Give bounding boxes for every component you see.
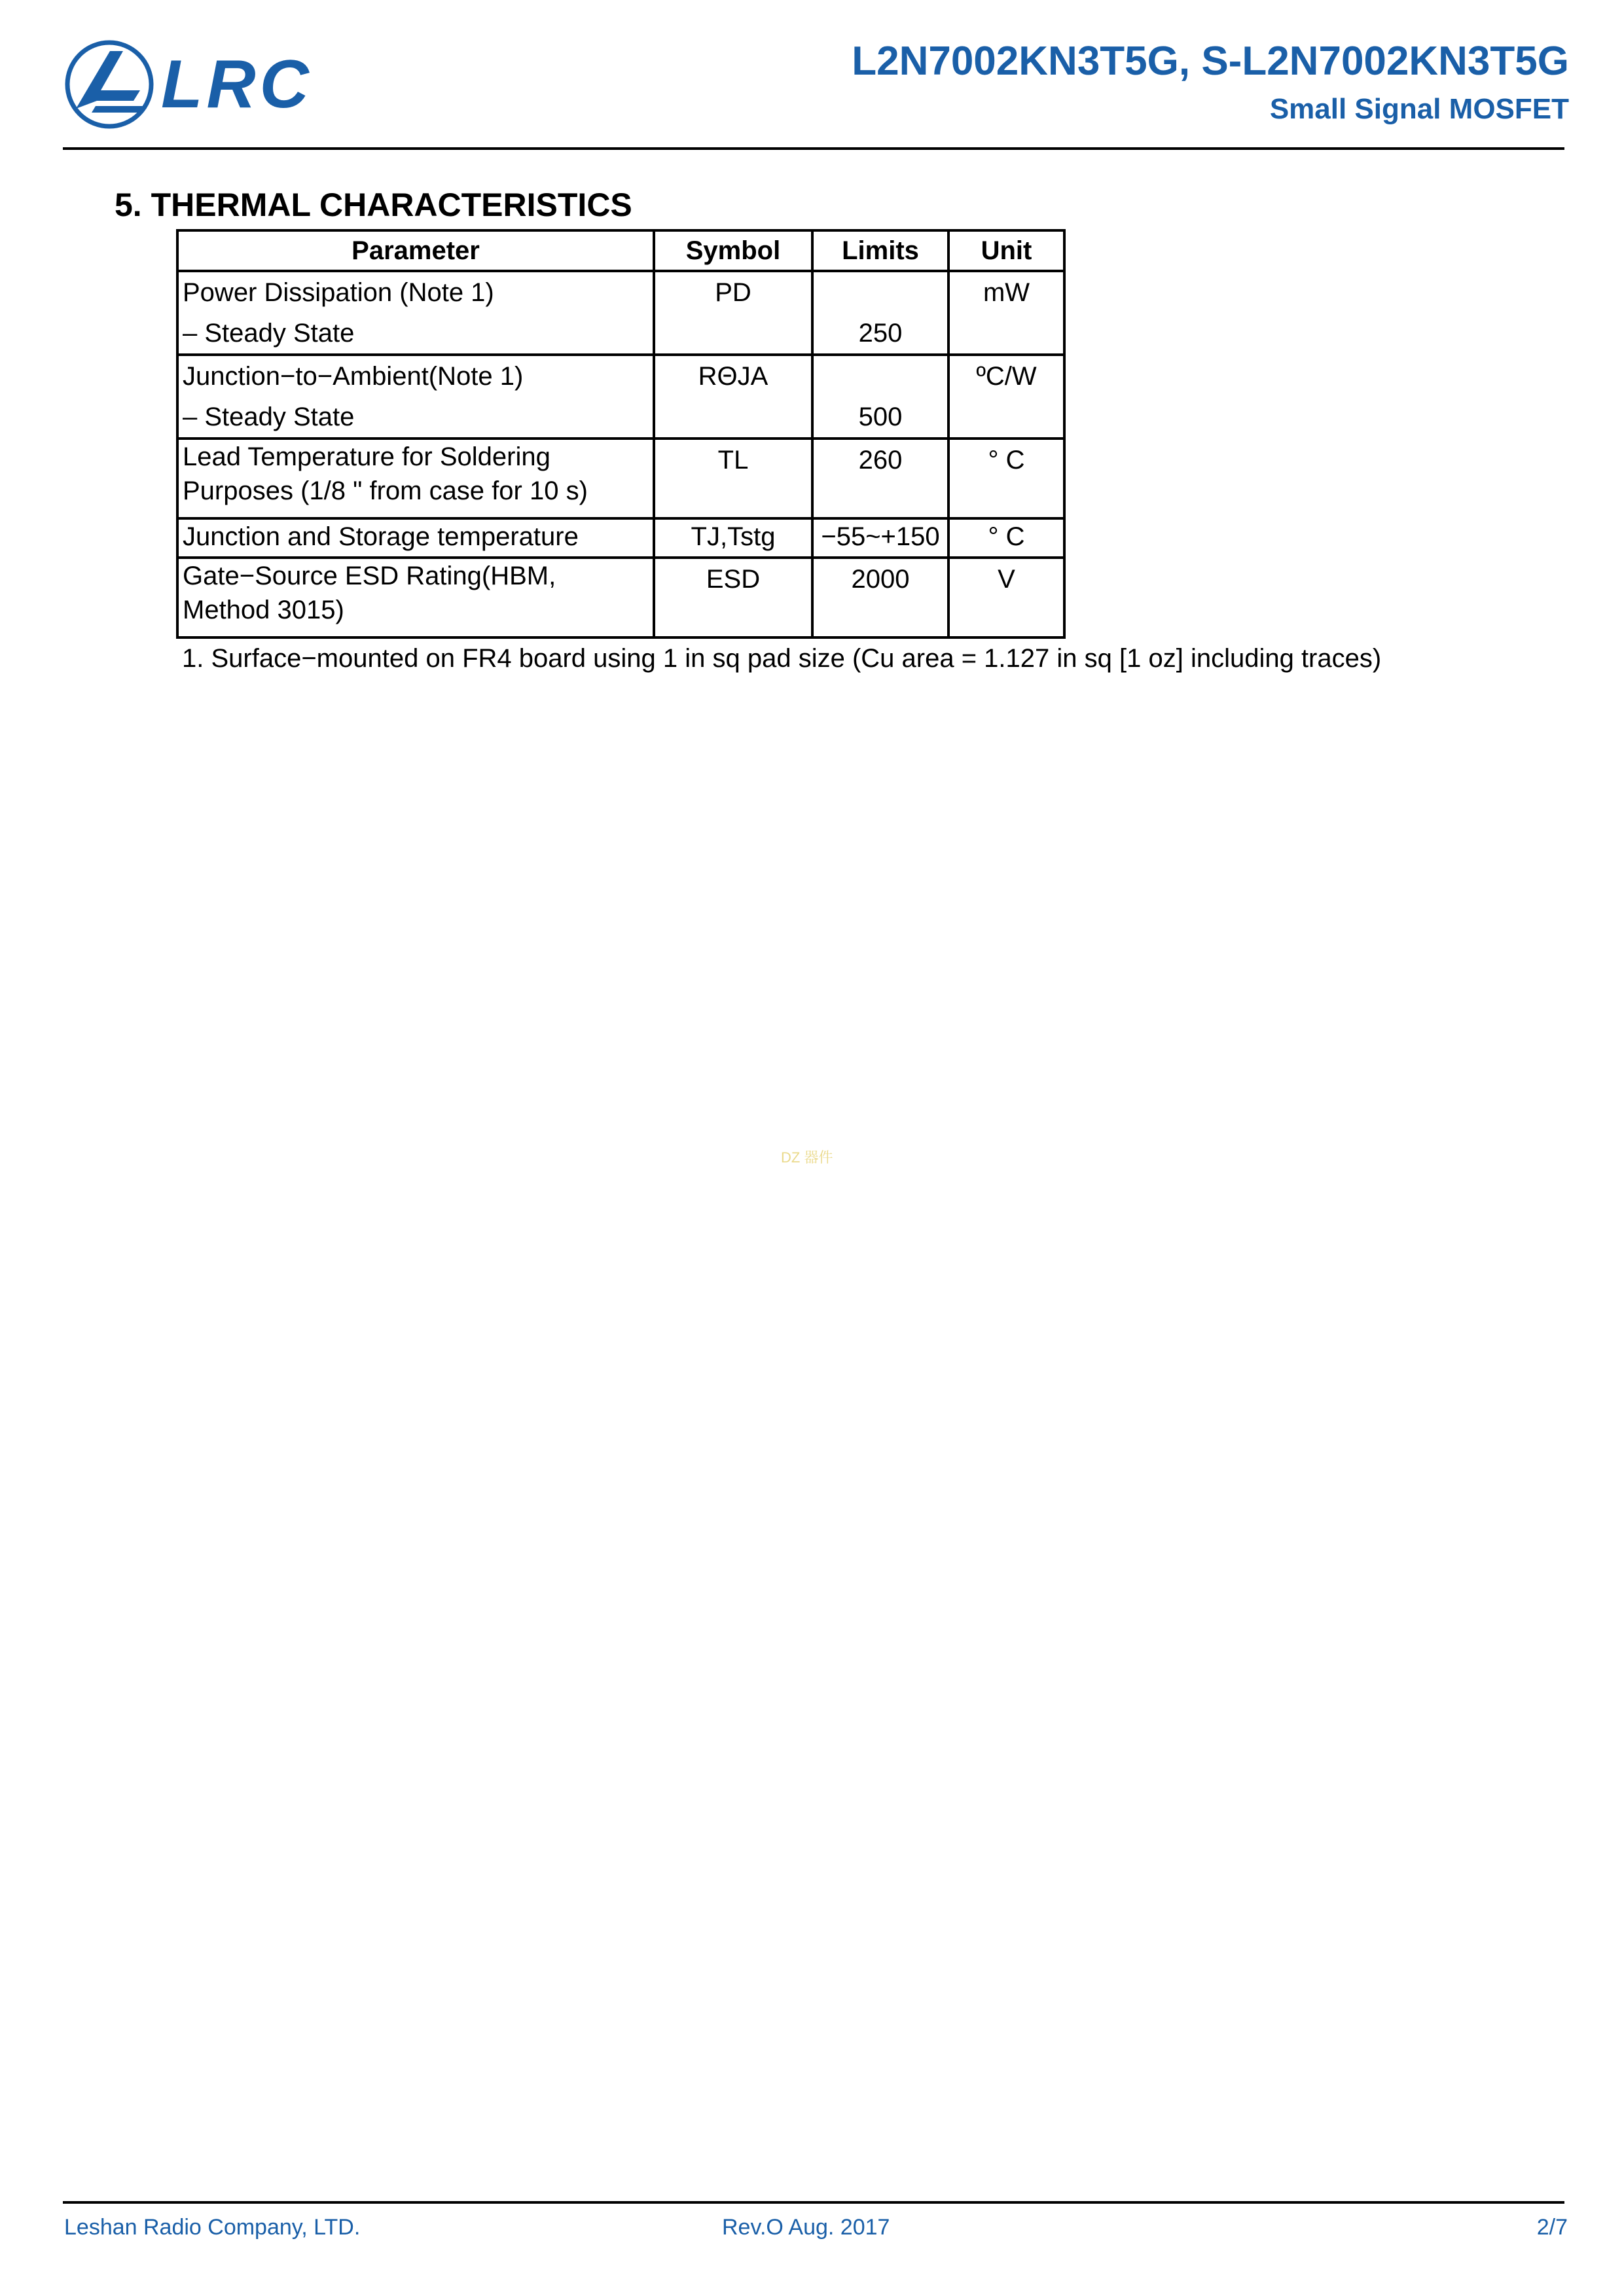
table-footnote: 1. Surface−mounted on FR4 board using 1 in sq pad size (Cu area = 1.127 in sq [1 oz] including traces) (182, 644, 1382, 673)
unit-cell (948, 558, 1064, 637)
thermal-characteristics-table (176, 229, 1066, 639)
table-row (177, 518, 1064, 558)
footer-revision: Rev.O Aug. 2017 (722, 2215, 890, 2240)
symbol-cell (654, 439, 812, 518)
lrc-logo-icon (67, 43, 151, 126)
symbol-value: RΘJA (698, 362, 768, 391)
limits-value: 500 (858, 403, 903, 431)
table-header-row (177, 230, 1064, 271)
unit-value: V (998, 565, 1015, 594)
device-type-subtitle: Small Signal MOSFET (1269, 93, 1569, 125)
limits-value: −55~+150 (821, 522, 940, 551)
footer-divider (63, 2201, 1564, 2204)
symbol-value: TJ,Tstg (691, 522, 776, 551)
unit-cell (948, 439, 1064, 518)
table-row (177, 558, 1064, 637)
limits-cell (812, 355, 948, 439)
column-header-unit: Unit (948, 230, 1064, 271)
lrc-logo (63, 38, 314, 131)
unit-value: mW (983, 278, 1030, 307)
table-row (177, 439, 1064, 518)
unit-cell (948, 518, 1064, 558)
limits-value: 260 (858, 446, 903, 475)
limits-value: 2000 (851, 565, 910, 594)
logo-text: LRC (161, 46, 313, 122)
parameter-line: Lead Temperature for Soldering (183, 442, 550, 471)
parameter-cell (177, 518, 654, 558)
symbol-value: ESD (706, 565, 761, 594)
footer-page-number: 2/7 (1536, 2215, 1568, 2240)
column-header-limits: Limits (812, 230, 948, 271)
symbol-cell (654, 355, 812, 439)
symbol-value: TL (717, 446, 749, 475)
limits-cell (812, 518, 948, 558)
parameter-line: Junction and Storage temperature (183, 522, 579, 551)
parameter-subline: – Steady State (183, 319, 355, 348)
column-header-symbol: Symbol (654, 230, 812, 271)
parameter-subline: Method 3015) (183, 596, 344, 624)
part-numbers-title: L2N7002KN3T5G, S-L2N7002KN3T5G (852, 39, 1569, 84)
unit-value: ° C (988, 446, 1025, 475)
parameter-line: Power Dissipation (Note 1) (183, 278, 494, 307)
watermark-text: DZ 器件 (781, 1149, 833, 1166)
symbol-value: PD (715, 278, 751, 307)
symbol-cell (654, 558, 812, 637)
parameter-cell (177, 558, 654, 637)
unit-value: ° C (988, 522, 1025, 551)
symbol-cell (654, 518, 812, 558)
unit-value: ºC/W (976, 362, 1037, 391)
header-divider (63, 147, 1564, 150)
parameter-cell (177, 271, 654, 355)
limits-cell (812, 439, 948, 518)
limits-value: 250 (858, 319, 903, 348)
parameter-subline: Purposes (1/8 " from case for 10 s) (183, 476, 588, 505)
limits-cell (812, 271, 948, 355)
parameter-subline: – Steady State (183, 403, 355, 431)
column-header-parameter: Parameter (177, 230, 654, 271)
parameter-line: Gate−Source ESD Rating(HBM, (183, 562, 556, 590)
table-row (177, 355, 1064, 439)
unit-cell (948, 271, 1064, 355)
table-row (177, 271, 1064, 355)
footer-company: Leshan Radio Company, LTD. (64, 2215, 361, 2240)
parameter-cell (177, 355, 654, 439)
symbol-cell (654, 271, 812, 355)
unit-cell (948, 355, 1064, 439)
limits-cell (812, 558, 948, 637)
parameter-line: Junction−to−Ambient(Note 1) (183, 362, 524, 391)
section-heading: 5. THERMAL CHARACTERISTICS (115, 187, 632, 223)
parameter-cell (177, 439, 654, 518)
